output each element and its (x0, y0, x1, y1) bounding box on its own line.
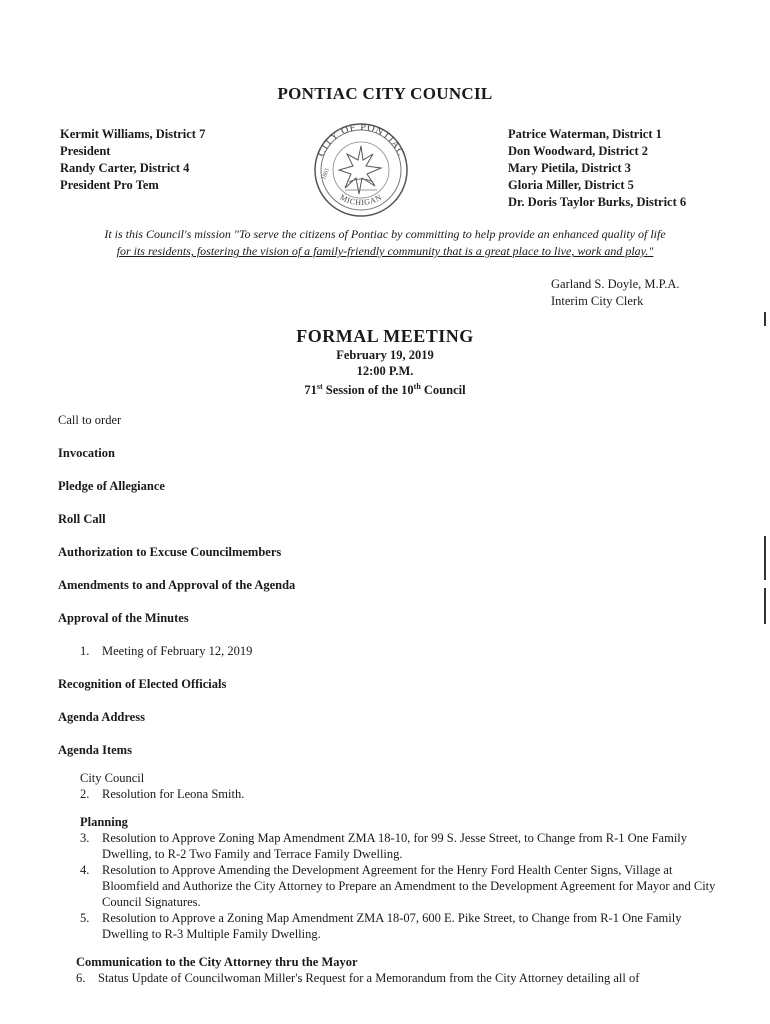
meeting-title: FORMAL MEETING (296, 326, 474, 346)
agenda-item (80, 830, 718, 862)
clerk-block (551, 276, 679, 310)
scan-edge-mark (764, 588, 766, 624)
member-line: Randy Carter, District 4 (60, 161, 190, 175)
section-heading: Planning (80, 815, 128, 829)
item-text: Resolution to Approve Zoning Map Amendment ZMA 18-10, for 99 S. Jesse Street, to Change from R-1 One Family Dwelling, to R-2 Two Family and Terrace Family Dwelling. (102, 831, 688, 861)
meeting-session: 71st Session of the 10th Council (304, 382, 466, 398)
member-line: Patrice Waterman, District 1 (508, 127, 662, 141)
agenda-item (76, 970, 718, 986)
section-planning (80, 814, 718, 942)
agenda-recognition: Recognition of Elected Officials (58, 677, 227, 691)
clerk-title: Interim City Clerk (551, 294, 644, 308)
agenda-excuse: Authorization to Excuse Councilmembers (58, 545, 282, 559)
agenda-roll-call: Roll Call (58, 512, 106, 526)
member-line: Mary Pietila, District 3 (508, 161, 631, 175)
member-line: Don Woodward, District 2 (508, 144, 649, 158)
item-text: Status Update of Councilwoman Miller's Request for a Memorandum from the City Attorney detailing all of (98, 971, 640, 985)
agenda-item (80, 910, 718, 942)
item-number: 6. (76, 971, 86, 985)
item-number: 1. (80, 644, 90, 658)
item-text: Resolution for Leona Smith. (102, 787, 245, 801)
agenda (58, 412, 718, 986)
item-number: 4. (80, 863, 90, 877)
agenda-invocation: Invocation (58, 446, 115, 460)
city-seal-icon (301, 120, 421, 224)
mission-line: for its residents, fostering the vision of a family-friendly community that is a great place to live, work and play." (116, 244, 654, 258)
svg-text:MICHIGAN: MICHIGAN (338, 192, 384, 208)
agenda-items-heading: Agenda Items (58, 743, 132, 757)
member-line: President Pro Tem (60, 178, 159, 192)
minutes-item (80, 643, 718, 676)
member-line: President (60, 144, 111, 158)
mission-line: It is this Council's mission "To serve the citizens of Pontiac by committing to help provide an enhanced quality of life (104, 227, 666, 241)
section-heading: Communication to the City Attorney thru the Mayor (76, 955, 358, 969)
meeting-info (0, 347, 770, 398)
scan-edge-mark (764, 312, 766, 326)
scan-edge-mark (764, 536, 766, 580)
item-number: 2. (80, 787, 90, 801)
agenda-pledge: Pledge of Allegiance (58, 479, 165, 493)
mission-statement (40, 226, 730, 260)
member-line: Kermit Williams, District 7 (60, 127, 206, 141)
svg-text:CITY OF PONTIAC: CITY OF PONTIAC (315, 121, 407, 159)
agenda-item (80, 786, 718, 802)
agenda-address: Agenda Address (58, 710, 145, 724)
member-line: Gloria Miller, District 5 (508, 178, 634, 192)
agenda-item (80, 862, 718, 910)
item-text: Resolution to Approve Amending the Development Agreement for the Henry Ford Health Center Signs, Village at Bloomfield and Authorize the City Attorney to Prepare an Amendment to the Development Agreement for Mayor and City Council Signatures. (102, 863, 716, 909)
council-members (508, 126, 686, 211)
clerk-name: Garland S. Doyle, M.P.A. (551, 277, 680, 291)
section-heading: City Council (80, 771, 145, 785)
item-number: 5. (80, 911, 90, 925)
seal-year: 1861 (321, 167, 331, 181)
item-number: 3. (80, 831, 90, 845)
agenda-amendments: Amendments to and Approval of the Agenda (58, 578, 296, 592)
agenda-call-to-order: Call to order (58, 413, 122, 427)
agenda-minutes-heading: Approval of the Minutes (58, 611, 189, 625)
item-text: Resolution to Approve a Zoning Map Amendment ZMA 18-07, 600 E. Pike Street, to Change from R-1 One Family Dwelling to R-3 Multiple Family Dwelling. (102, 911, 682, 941)
meeting-time: 12:00 P.M. (356, 364, 414, 378)
seal-text-bottom (327, 186, 395, 207)
council-leadership (60, 126, 205, 194)
section-communication (76, 954, 718, 986)
item-text: Meeting of February 12, 2019 (102, 644, 253, 658)
section-city-council (80, 770, 718, 802)
meeting-date: February 19, 2019 (336, 348, 434, 362)
member-line: Dr. Doris Taylor Burks, District 6 (508, 195, 687, 209)
council-title: PONTIAC CITY COUNCIL (277, 84, 493, 103)
city-seal (301, 120, 421, 224)
